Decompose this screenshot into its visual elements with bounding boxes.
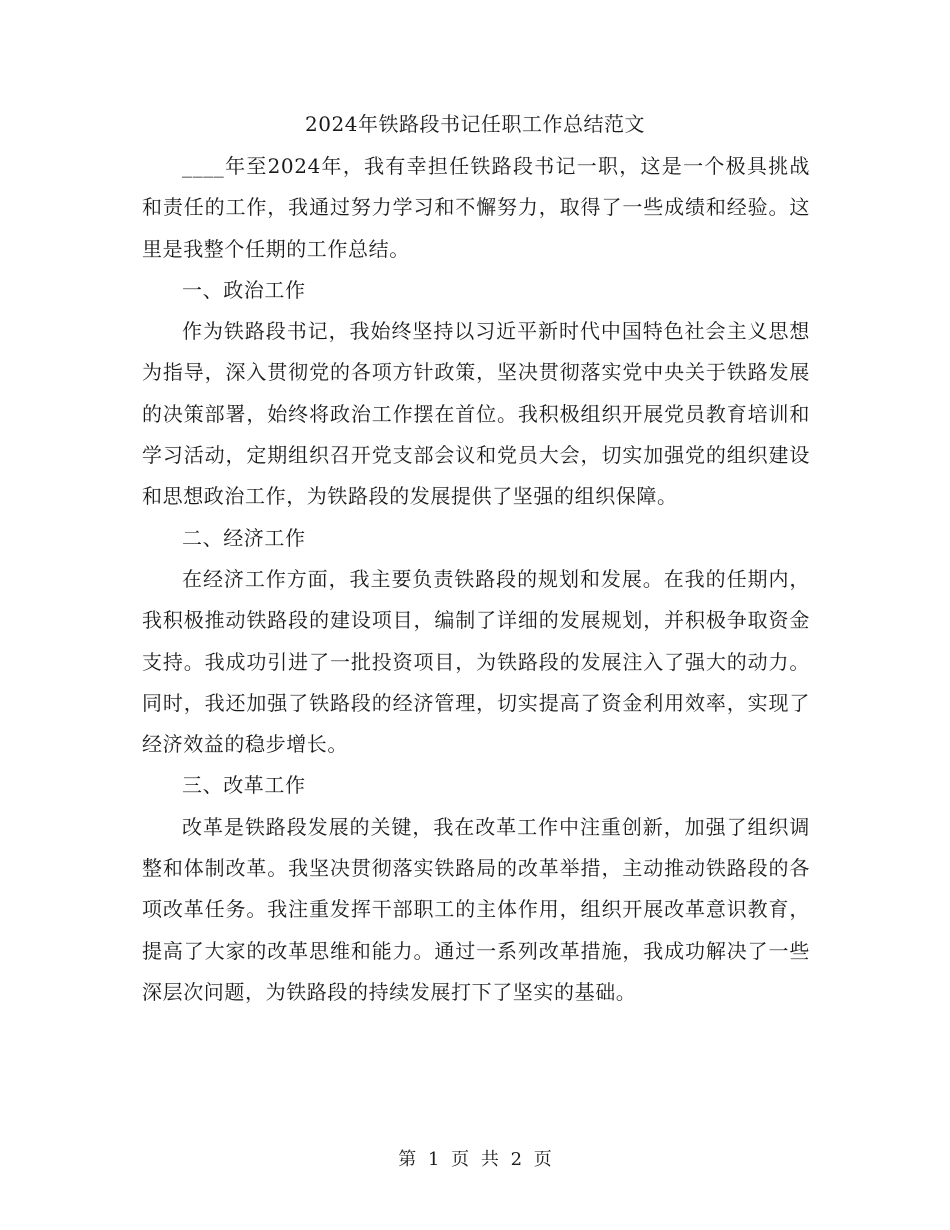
intro-paragraph: ____年至2024年，我有幸担任铁路段书记一职，这是一个极具挑战和责任的工作，我通过努力学习和不懈努力，取得了一些成绩和经验。这里是我整个任期的工作总结。: [142, 154, 810, 261]
section-heading-political: 一、政治工作: [182, 277, 306, 302]
political-work-paragraph: 作为铁路段书记，我始终坚持以习近平新时代中国特色社会主义思想为指导，深入贯彻党的各项方针政策，坚决贯彻落实党中央关于铁路发展的决策部署，始终将政治工作摆在首位。我积极组织开展党员教育培训和学习活动，定期组织召开党支部会议和党员大会，切实加强党的组织建设和思想政治工作，为铁路段的发展提供了坚强的组织保障。: [142, 319, 810, 509]
document-title: 2024年铁路段书记任职工作总结范文: [305, 112, 645, 136]
section-heading-reform: 三、改革工作: [182, 773, 306, 798]
document-body: [142, 146, 810, 1013]
page-number-footer: 第 1 页 共 2 页: [398, 1149, 552, 1170]
section-heading-economic: 二、经济工作: [182, 525, 306, 550]
reform-work-paragraph: 改革是铁路段发展的关键，我在改革工作中注重创新，加强了组织调整和体制改革。我坚决贯彻落实铁路局的改革举措，主动推动铁路段的各项改革任务。我注重发挥干部职工的主体作用，组织开展改革意识教育，提高了大家的改革思维和能力。通过一系列改革措施，我成功解决了一些深层次问题，为铁路段的持续发展打下了坚实的基础。: [142, 814, 810, 1004]
economic-work-paragraph: 在经济工作方面，我主要负责铁路段的规划和发展。在我的任期内，我积极推动铁路段的建设项目，编制了详细的发展规划，并积极争取资金支持。我成功引进了一批投资项目，为铁路段的发展注入了强大的动力。同时，我还加强了铁路段的经济管理，切实提高了资金利用效率，实现了经济效益的稳步增长。: [142, 566, 810, 757]
